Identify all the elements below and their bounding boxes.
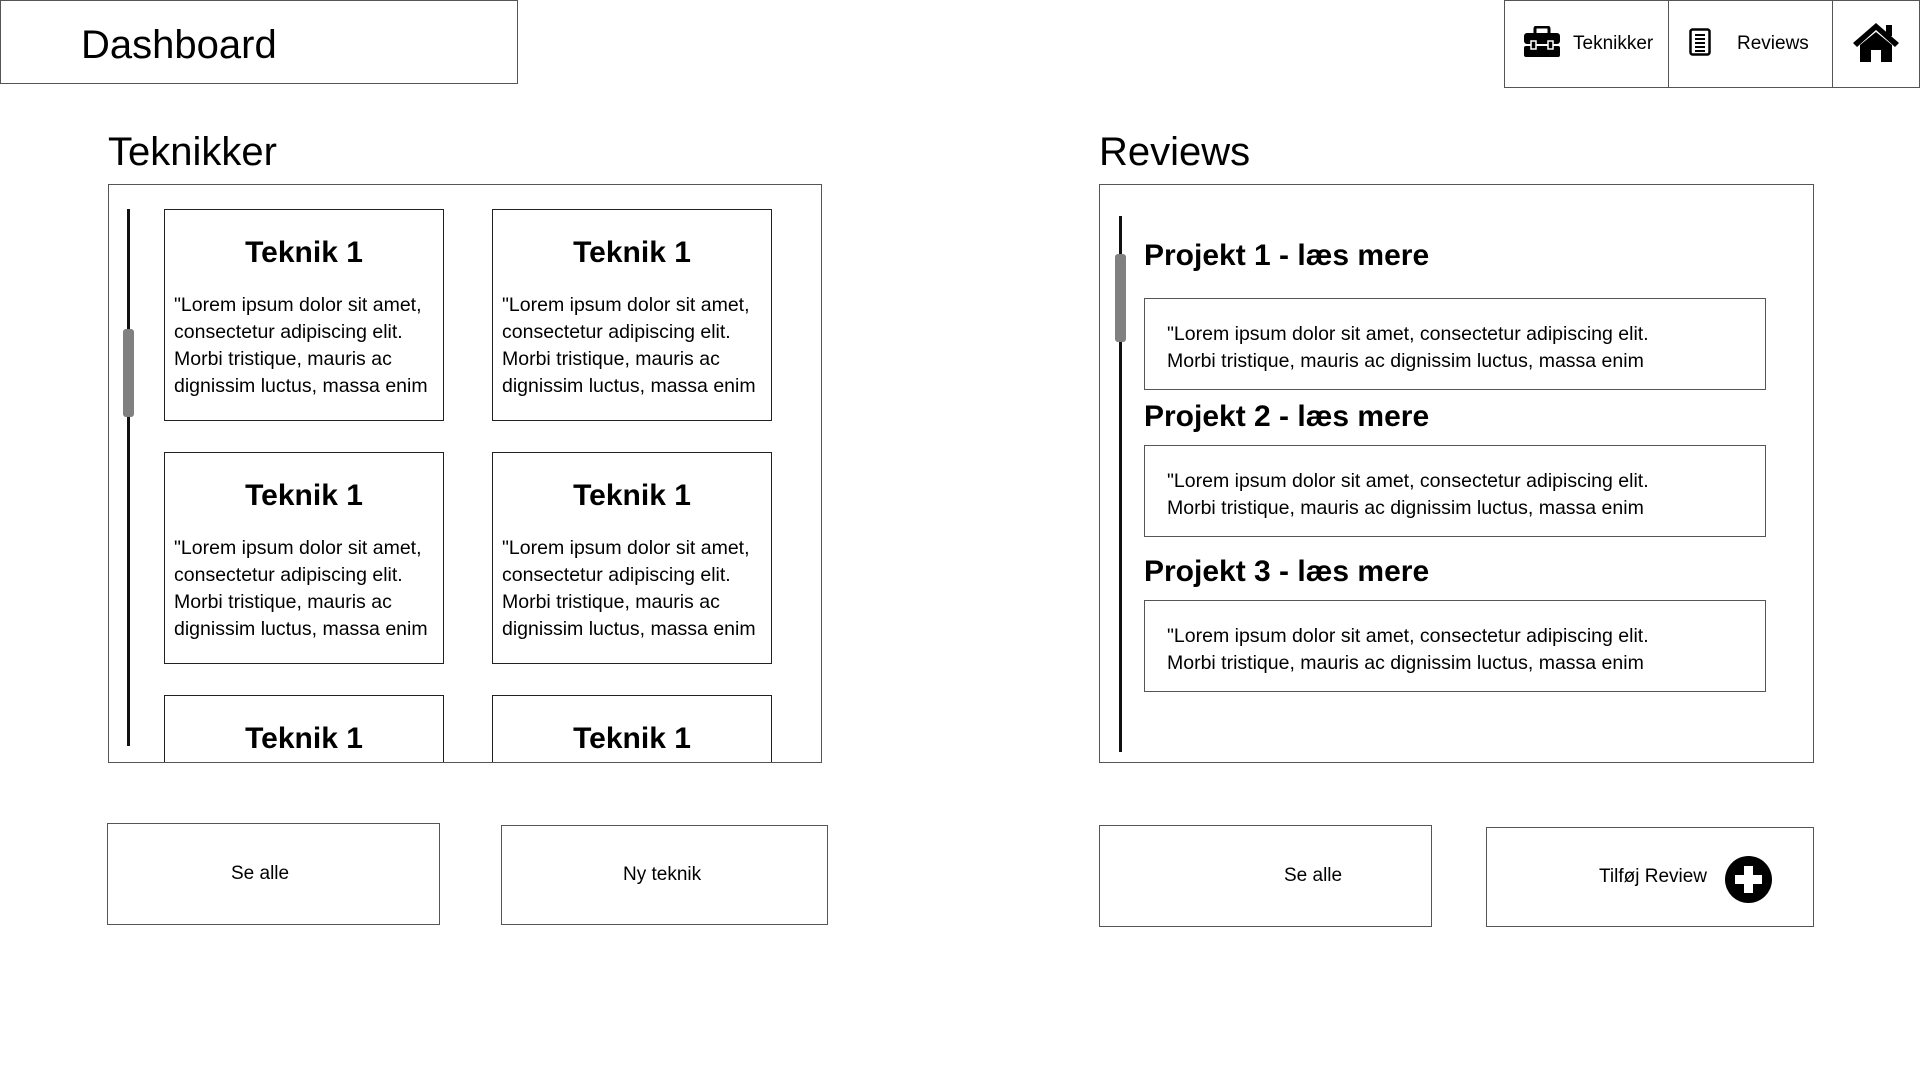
teknikker-scroll-thumb[interactable] <box>123 329 134 417</box>
document-icon <box>1689 28 1711 61</box>
teknik-card-text: "Lorem ipsum dolor sit amet, consectetur adipiscing elit. Morbi tristique, mauris ac dignissim luctus, massa enim <box>502 537 756 640</box>
reviews-scroll-thumb[interactable] <box>1115 254 1126 342</box>
teknik-card[interactable] <box>164 209 444 421</box>
teknik-card-text: "Lorem ipsum dolor sit amet, consectetur adipiscing elit. Morbi tristique, mauris ac dignissim luctus, massa enim <box>174 294 428 397</box>
app-title-box <box>0 0 518 84</box>
review-title-link[interactable]: Projekt 3 - læs mere <box>1144 555 1430 588</box>
new-teknik-button[interactable] <box>501 825 828 925</box>
teknik-card[interactable] <box>164 695 444 763</box>
home-button[interactable] <box>1832 0 1920 88</box>
teknik-card[interactable] <box>492 452 772 664</box>
teknik-card-title: Teknik 1 <box>245 722 363 755</box>
review-title-link[interactable]: Projekt 2 - læs mere <box>1144 400 1430 433</box>
review-text: "Lorem ipsum dolor sit amet, consectetur adipiscing elit. Morbi tristique, mauris ac dignissim luctus, massa enim <box>1144 298 1766 390</box>
plus-circle-icon <box>1725 856 1772 903</box>
new-teknik-label: Ny teknik <box>623 864 702 885</box>
reviews-section-title: Reviews <box>1099 130 1251 174</box>
teknik-card-title: Teknik 1 <box>245 479 363 512</box>
teknikker-panel[interactable] <box>108 184 822 763</box>
teknik-card-title: Teknik 1 <box>573 722 691 755</box>
toolbox-icon <box>1523 26 1561 63</box>
teknikker-see-all-button[interactable] <box>107 823 440 925</box>
reviews-panel[interactable] <box>1099 184 1814 763</box>
nav-reviews-button[interactable] <box>1668 0 1833 88</box>
teknikker-scroll-track[interactable] <box>127 209 130 746</box>
see-all-label: Se alle <box>1284 865 1343 886</box>
nav-teknikker-button[interactable] <box>1504 0 1669 88</box>
teknik-card-title: Teknik 1 <box>245 236 363 269</box>
teknik-card-title: Teknik 1 <box>573 479 691 512</box>
nav-reviews-label: Reviews <box>1737 33 1809 54</box>
review-title-link[interactable]: Projekt 1 - læs mere <box>1144 239 1430 272</box>
teknik-card[interactable] <box>492 209 772 421</box>
home-icon <box>1852 21 1900 68</box>
review-text: "Lorem ipsum dolor sit amet, consectetur adipiscing elit. Morbi tristique, mauris ac dignissim luctus, massa enim <box>1144 445 1766 537</box>
teknik-card-text: "Lorem ipsum dolor sit amet, consectetur adipiscing elit. Morbi tristique, mauris ac dignissim luctus, massa enim <box>502 294 756 397</box>
teknik-card[interactable] <box>492 695 772 763</box>
teknikker-section-title: Teknikker <box>108 130 277 174</box>
add-review-label: Tilføj Review <box>1599 866 1708 887</box>
review-text: "Lorem ipsum dolor sit amet, consectetur adipiscing elit. Morbi tristique, mauris ac dignissim luctus, massa enim <box>1144 600 1766 692</box>
nav-teknikker-label: Teknikker <box>1573 33 1654 54</box>
teknik-card[interactable] <box>164 452 444 664</box>
page-title: Dashboard <box>81 23 277 67</box>
teknik-card-title: Teknik 1 <box>573 236 691 269</box>
teknik-card-text: "Lorem ipsum dolor sit amet, consectetur adipiscing elit. Morbi tristique, mauris ac dignissim luctus, massa enim <box>174 537 428 640</box>
see-all-label: Se alle <box>231 863 290 884</box>
add-review-button[interactable] <box>1486 827 1814 927</box>
reviews-see-all-button[interactable] <box>1099 825 1432 927</box>
